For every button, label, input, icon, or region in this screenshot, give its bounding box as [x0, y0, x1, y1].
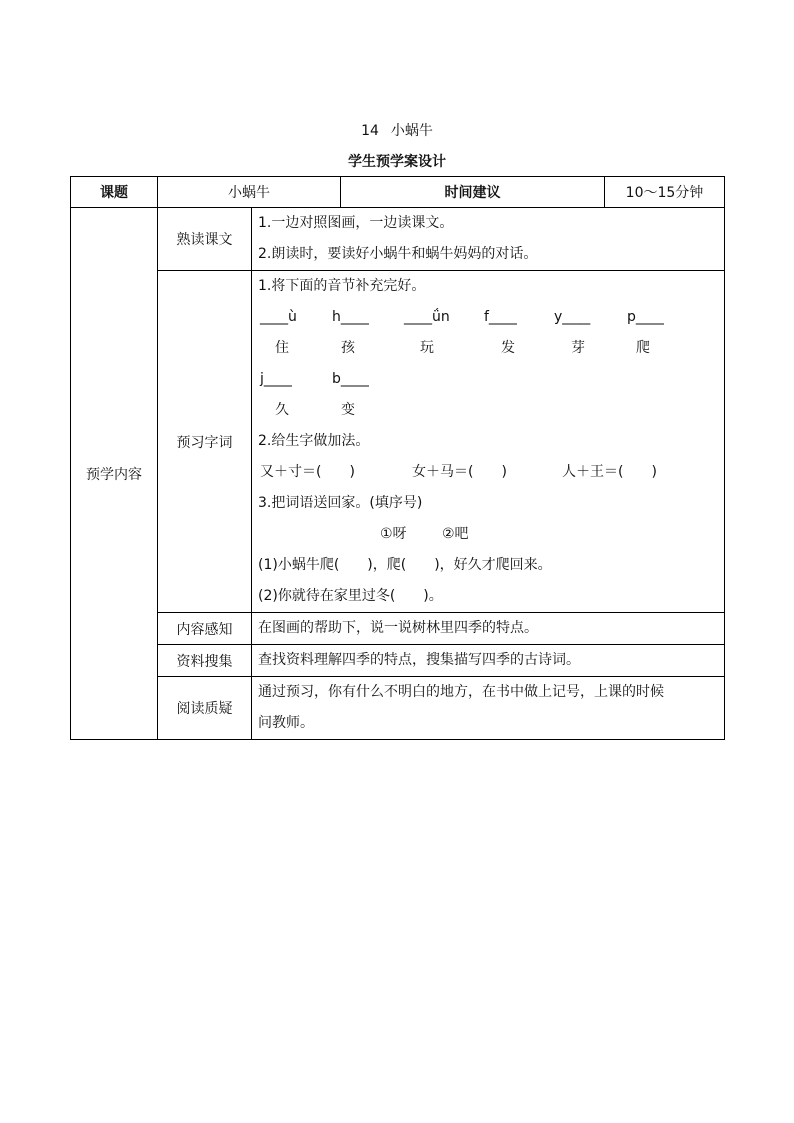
pinyin-blank: ____ǘn — [404, 309, 450, 325]
read-line-2: 2.朗读时，要读好小蜗牛和蜗牛妈妈的对话。 — [258, 246, 538, 262]
read-line-1: 1.一边对照图画，一边读课文。 — [258, 215, 454, 231]
collect-content — [252, 645, 725, 677]
character: 住 — [275, 340, 289, 356]
preview-sentence-2: (2)你就待在家里过冬( )。 — [258, 588, 443, 604]
addition-item: 女＋马＝( ) — [412, 464, 507, 480]
question-label: 阅读质疑 — [158, 677, 252, 740]
preview-plan-table — [70, 176, 725, 740]
time-label: 时间建议 — [341, 177, 605, 208]
read-label: 熟读课文 — [158, 208, 252, 271]
choices-row — [252, 519, 724, 550]
chars-row-1 — [252, 333, 724, 364]
perceive-text: 在图画的帮助下，说一说树林里四季的特点。 — [258, 620, 538, 636]
topic-label: 课题 — [71, 177, 158, 208]
pinyin-blank: b____ — [332, 371, 369, 387]
character: 久 — [275, 402, 289, 418]
character: 孩 — [341, 340, 355, 356]
preview-q3: 3.把词语送回家。(填序号) — [258, 495, 423, 511]
character: 芽 — [571, 340, 585, 356]
lesson-title — [0, 120, 794, 140]
question-row — [71, 677, 725, 740]
lesson-name: 小蜗牛 — [390, 123, 433, 139]
section-label: 预学内容 — [71, 208, 158, 740]
pinyin-row-2 — [252, 364, 724, 395]
choice-item: ①呀 — [380, 526, 407, 542]
character: 爬 — [636, 340, 650, 356]
character: 发 — [501, 340, 515, 356]
collect-label: 资料搜集 — [158, 645, 252, 677]
preview-row — [71, 271, 725, 613]
pinyin-blank: p____ — [627, 309, 664, 325]
read-content — [252, 208, 725, 271]
read-row — [71, 208, 725, 271]
pinyin-blank: j____ — [260, 371, 292, 387]
page-subtitle: 学生预学案设计 — [348, 154, 446, 170]
character: 变 — [341, 402, 355, 418]
addition-item: 人＋王＝( ) — [562, 464, 657, 480]
pinyin-blank: y____ — [554, 309, 591, 325]
pinyin-blank: h____ — [332, 309, 369, 325]
topic-value: 小蜗牛 — [158, 177, 341, 208]
preview-content — [252, 271, 725, 613]
perceive-label: 内容感知 — [158, 613, 252, 645]
preview-q2: 2.给生字做加法。 — [258, 433, 370, 449]
collect-text: 查找资料理解四季的特点，搜集描写四季的古诗词。 — [258, 652, 580, 668]
choice-item: ②吧 — [442, 526, 469, 542]
preview-label: 预习字词 — [158, 271, 252, 613]
question-text-line-2: 问教师。 — [258, 715, 314, 731]
question-content — [252, 677, 725, 740]
topic-row — [71, 177, 725, 208]
character: 玩 — [420, 340, 434, 356]
perceive-row — [71, 613, 725, 645]
addition-row — [252, 457, 724, 488]
perceive-content — [252, 613, 725, 645]
lesson-number: 14 — [361, 123, 379, 139]
question-text-line-1: 通过预习，你有什么不明白的地方，在书中做上记号，上课的时候 — [258, 684, 664, 700]
preview-q1: 1.将下面的音节补充完好。 — [258, 278, 426, 294]
chars-row-2 — [252, 395, 724, 426]
pinyin-blank: ____ù — [260, 309, 297, 325]
time-value: 10～15分钟 — [605, 177, 725, 208]
pinyin-blank: f____ — [484, 309, 517, 325]
collect-row — [71, 645, 725, 677]
addition-item: 又＋寸＝( ) — [260, 464, 355, 480]
preview-sentence-1: (1)小蜗牛爬( )，爬( )，好久才爬回来。 — [258, 557, 552, 573]
pinyin-row-1 — [252, 302, 724, 333]
